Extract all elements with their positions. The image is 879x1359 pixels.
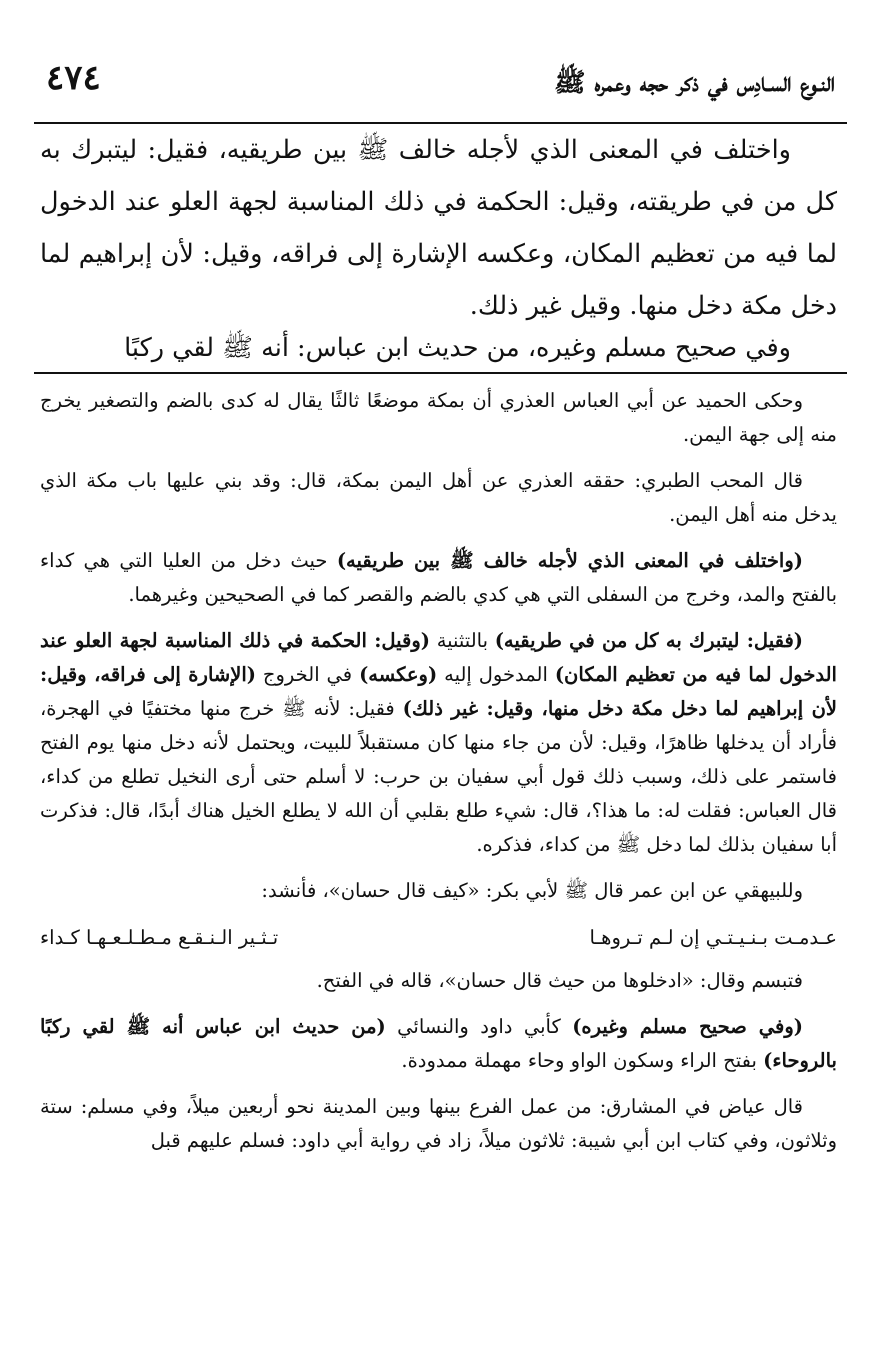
verse-second-hemistich: تـثـير الـنـقـع مـطـلـعـهـا كـداء [40,926,279,949]
quoted-main-text: (وعكسه) [359,663,438,686]
commentary-paragraph: قال عياض في المشارق: من عمل الفرع بينها وبين المدينة نحو أربعين ميلاً، وفي مسلم: ستة وثلاثون، وفي كتاب ابن أبي شيبة: ثلاثون ميلاً، زاد في رواية أبي داود: فسلم عليهم قبل [40,1095,837,1152]
commentary-separator [34,372,847,374]
commentary-paragraph: وللبيهقي عن ابن عمر قال ﷺ لأبي بكر: «كيف قال حسان»، فأنشد: [261,879,803,902]
quoted-main-text: (واختلف في المعنى الذي لأجله خالف ﷺ بين طريقيه) [336,549,803,572]
commentary-paragraph: قال المحب الطبري: حققه العذري عن أهل اليمن بمكة، قال: وقد بني عليها باب مكة الذي يدخل منه أهل اليمن. [40,469,837,526]
running-title: النـوع السـادِس في ذكر حجه وعمره ﷺ [554,68,835,98]
commentary-paragraph: (واختلف في المعنى الذي لأجله خالف ﷺ بين طريقيه) حيث دخل من العليا التي هي كداء بالفتح والمد، وخرج من السفلى التي هي كدي بالضم والقصر كما في الصحيحين وغيرهما. [40,549,837,606]
main-text-continuation [40,322,837,374]
quoted-main-text: (من حديث ابن عباس أنه ﷺ لقي ركبًا بالروحاء) [40,1015,837,1072]
main-text-paragraph: واختلف في المعنى الذي لأجله خالف ﷺ بين طريقيه، فقيل: ليتبرك به كل من في طريقته، وقيل: الحكمة في ذلك المناسبة لجهة العلو عند الدخول لما فيه من تعظيم المكان، وعكسه الإشارة إلى فراقه، وقيل: لأن إبراهيم لما دخل مكة دخل منها. وقيل غير ذلك. [40,135,837,321]
quoted-main-text: (فقيل: ليتبرك به كل من في طريقيه) [494,629,804,652]
page-header [36,52,843,112]
poetry-verse [40,920,837,956]
quoted-main-text: (الإشارة إلى فراقه، وقيل: لأن إبراهيم لما دخل مكة دخل منها، وقيل: غير ذلك) [40,663,838,720]
commentary [40,384,837,1170]
main-text-paragraph: وفي صحيح مسلم وغيره، من حديث ابن عباس: أنه ﷺ لقي ركبًا [124,333,791,363]
verse-first-hemistich: عـدمـت بـنـيـتـي إن لـم تـروهـا [589,926,837,949]
quoted-main-text: (وفي صحيح مسلم وغيره) [572,1015,803,1038]
commentary-paragraph: وحكى الحميد عن أبي العباس العذري أن بمكة موضعًا ثالثًا يقال له كدى بالضم والتصغير يخرج منه إلى جهة اليمن. [40,389,837,446]
page-number: ٤٧٤ [46,58,101,98]
commentary-paragraph: (وفي صحيح مسلم وغيره) كأبي داود والنسائي (من حديث ابن عباس أنه ﷺ لقي ركبًا بالروحاء) بفتح الراء وسكون الواو وحاء مهملة ممدودة. [40,1015,837,1072]
commentary-paragraph: (فقيل: ليتبرك به كل من في طريقيه) بالتثنية (وقيل: الحكمة في ذلك المناسبة لجهة العلو عند الدخول لما فيه من تعظيم المكان) المدخول إليه (وعكسه) في الخروج (الإشارة إلى فراقه، وقيل: لأن إبراهيم لما دخل مكة دخل منها، وقيل: غير ذلك) فقيل: لأنه ﷺ خرج منها مختفيًا في الهجرة، فأراد أن يدخلها ظاهرًا، وقيل: لأن من جاء منها كان مستقبلاً للبيت، ويحتمل لأنه دخل منها يوم الفتح فاستمر على ذلك، وسبب ذلك قول أبي سفيان بن حرب: لا أسلم حتى أرى النخيل تطلع من كداء، قال العباس: فقلت له: ما هذا؟، قال: شيء طلع بقلبي أن الله لا يطلع الخيل هناك أبدًا، قال: فذكرت أبا سفيان بذلك لما دخل ﷺ من كداء، فذكره. [40,629,838,856]
quoted-main-text: (وقيل: الحكمة في ذلك المناسبة لجهة العلو عند الدخول لما فيه من تعظيم المكان) [40,629,837,686]
commentary-paragraph: فتبسم وقال: «ادخلوها من حيث قال حسان»، قاله في الفتح. [316,969,803,992]
main-text [40,124,837,332]
